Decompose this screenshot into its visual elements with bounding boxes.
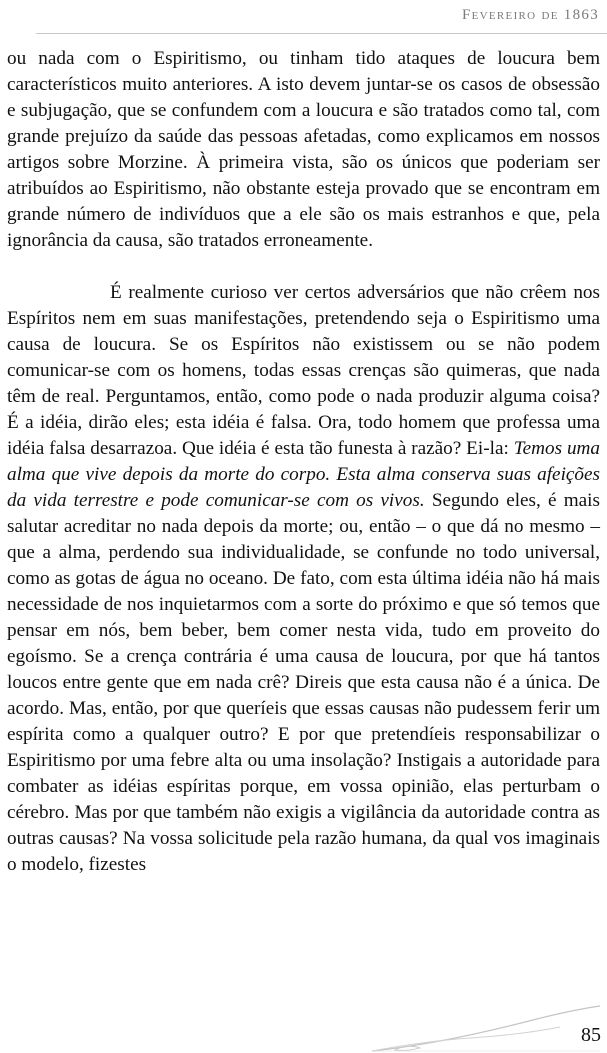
body-text xyxy=(7,46,600,878)
header-rule xyxy=(36,33,607,34)
paragraph-2-italic-quote: Temos uma alma que vive depois da morte do corpo. Esta alma conserva suas afeições da vida terrestre e pode comunicar-se com os vivos. xyxy=(7,438,600,511)
footer-flourish-ornament xyxy=(0,1000,607,1053)
paragraph-1: ou nada com o Espiritismo, ou tinham tido ataques de loucura bem característicos muito anteriores. A isto devem juntar-se os casos de obsessão e subjugação, que se confundem com a loucura e são tratados como tal, com grande prejuízo da saúde das pessoas afetadas, como explicamos em nossos artigos sobre Morzine. À primeira vista, são os únicos que poderiam ser atribuídos ao Espiritismo, não obstante esteja provado que se encontram em grande número de indivíduos que a ele são os mais estranhos e que, pela ignorância da causa, são tratados erroneamente. xyxy=(7,48,600,251)
paragraph-2-text-start: É realmente curioso ver certos adversários que não crêem nos Espíritos nem em suas manifestações, pretendendo seja o Espiritismo uma causa de loucura. Se os Espíritos não existissem ou se não podem comunicar-se com os homens, todas essas crenças são quimeras, que nada têm de real. Perguntamos, então, como pode o nada produzir alguma coisa? É a idéia, dirão eles; esta idéia é falsa. Ora, todo homem que professa uma idéia falsa desarrazoa. Que idéia é esta tão funesta à razão? Ei-la: xyxy=(7,282,600,459)
paragraph-2-text-end: Segundo eles, é mais salutar acreditar no nada depois da morte; ou, então – o que dá no mesmo – que a alma, perdendo sua individualidade, se confunde no todo universal, como as gotas de água no oceano. De fato, com esta última idéia não há mais necessidade de nos inquietarmos com a sorte do próximo e que só temos que pensar em nós, bem beber, bem comer nesta vida, tudo em proveito do egoísmo. Se a crença contrária é uma causa de loucura, por que há tantos loucos entre gente que em nada crê? Direis que esta causa não é a única. De acordo. Mas, então, por que queríeis que essas causas não pudessem ferir um espírita como a qualquer outro? E por que pretendíeis responsabilizar o Espiritismo por uma febre alta ou uma insolação? Instigais a autoridade para combater as idéias espíritas porque, em vossa opinião, elas perturbam o cérebro. Mas por que também não exigis a vigilância da autoridade contra as outras causas? Na vossa solicitude pela razão humana, da qual vos imaginais o modelo, fizestes xyxy=(7,490,600,875)
running-header: Fevereiro de 1863 xyxy=(462,7,599,23)
paragraph-2 xyxy=(7,280,600,878)
page-number: 85 xyxy=(581,1024,601,1046)
